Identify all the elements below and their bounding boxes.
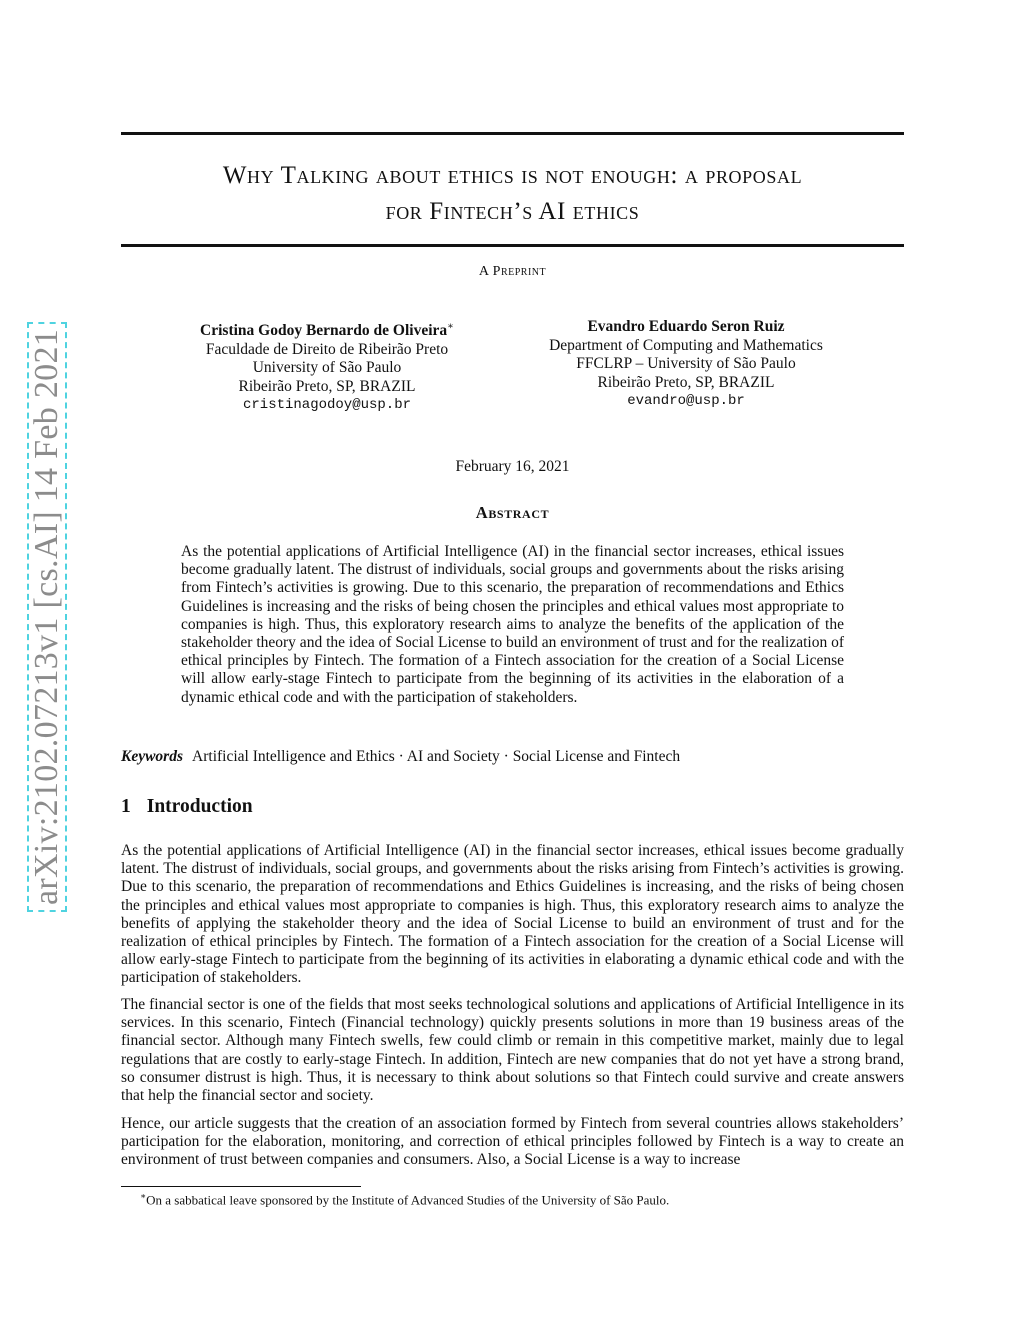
- arxiv-identifier: arXiv:2102.07213v1 [cs.AI] 14 Feb 2021: [28, 328, 65, 906]
- author-name: Cristina Godoy Bernardo de Oliveira∗: [200, 321, 454, 340]
- author-email[interactable]: cristinagodoy@usp.br: [242, 397, 412, 414]
- body-paragraph-2: The financial sector is one of the fields that most seeks technological solutions and applications of Artificial Intelligence in its services. In this scenario, Fintech (Financial technology) quickly presents solutions in more than 19 business areas of the financial sector. Although many Fintech swells, few could climb or remain in this competitive market, mainly due to legal regulations that are costly to early-stage Fintech. In addition, Fintech are new companies that do not yet have a strong brand, so consumer distrust is high. Thus, it is necessary to think about solutions so that Fintech could survive and create answers that help the financial sector and society.: [121, 996, 904, 1105]
- author-email[interactable]: evandro@usp.br: [627, 393, 745, 409]
- author-location: Ribeirão Preto, SP, BRAZIL: [238, 377, 416, 395]
- publication-date: February 16, 2021: [455, 458, 570, 475]
- footnote-rule: [121, 1186, 361, 1187]
- author-affiliation: Faculdade de Direito de Ribeirão Preto: [205, 340, 449, 358]
- author-name: Evandro Eduardo Seron Ruiz: [587, 318, 785, 335]
- section-number: 1: [121, 796, 131, 817]
- title-rule-bottom: [121, 244, 904, 247]
- title-line-2: for Fintech’s AI ethics: [385, 198, 640, 225]
- footnote: [140, 1191, 669, 1208]
- author-block-1: [157, 318, 497, 415]
- body-paragraph-3: Hence, our article suggests that the creation of an association formed by Fintech from several countries allows stakeholders’ participation for the elaboration, monitoring, and correction of ethical principles followed by Fintech is a way to create an environment of trust between companies and consumers. Also, a Social License is a way to increase: [121, 1115, 904, 1169]
- keywords-line: [121, 748, 904, 766]
- keywords-list: Artificial Intelligence and Ethics · AI and Society · Social License and Fintech: [192, 748, 681, 765]
- abstract-text: As the potential applications of Artificial Intelligence (AI) in the financial sector increases, ethical issues become gradually latent. The distrust of individuals, social groups and governments about the risks arising from Fintech’s activities is growing. Due to this scenario, the preparation of recommendations and Ethics Guidelines is increasing and the risks of being chosen the principles and ethical values most appropriate to companies is high. Thus, this exploratory research aims to analyze the benefits of the application of the stakeholder theory and the idea of Social License to build an environment of trust and for the realization of ethical principles by Fintech. The formation of a Fintech association for the creation of a Social License will allow early-stage Fintech to participate from the beginning of its activities in the elaboration of a dynamic ethical code and with the participation of stakeholders.: [181, 543, 844, 706]
- author-location: Ribeirão Preto, SP, BRAZIL: [597, 373, 775, 391]
- section-heading: [121, 796, 253, 818]
- title-rule-top: [121, 132, 904, 135]
- author-block-2: [516, 318, 856, 411]
- title-line-1: Why Talking about ethics is not enough: a proposal: [222, 162, 803, 189]
- body-paragraph-1: As the potential applications of Artificial Intelligence (AI) in the financial sector increases, ethical issues become gradually latent. The distrust of individuals, social groups, and governments about the risks arising from Fintech’s activities is growing. Due to this scenario, the preparation of recommendations and Ethics Guidelines is increasing, and the risks of being chosen the principles and ethical values most appropriate to companies is high. Thus, this exploratory research aims to analyze the benefits of applying the stakeholder theory and the idea of Social License to build an environment of trust and for the realization of ethical principles by Fintech. The formation of a Fintech association for the creation of a Social License will allow early-stage Fintech to participate from the beginning of its activities in elaborating a dynamic ethical code and with the participation of stakeholders.: [121, 842, 904, 987]
- author-institution: FFCLRP – University of São Paulo: [576, 355, 796, 372]
- paper-title: [121, 158, 904, 230]
- keywords-label: Keywords: [121, 748, 183, 765]
- section-title: Introduction: [146, 796, 253, 817]
- abstract-heading: Abstract: [475, 503, 550, 522]
- preprint-label: A Preprint: [478, 264, 547, 279]
- author-affiliation: Department of Computing and Mathematics: [549, 336, 823, 354]
- author-institution: University of São Paulo: [252, 359, 402, 377]
- footnote-marker: ∗: [447, 321, 454, 332]
- footnote-text: On a sabbatical leave sponsored by the Institute of Advanced Studies of the University of São Paulo.: [146, 1192, 670, 1208]
- footnote-marker: ∗: [140, 1191, 147, 1201]
